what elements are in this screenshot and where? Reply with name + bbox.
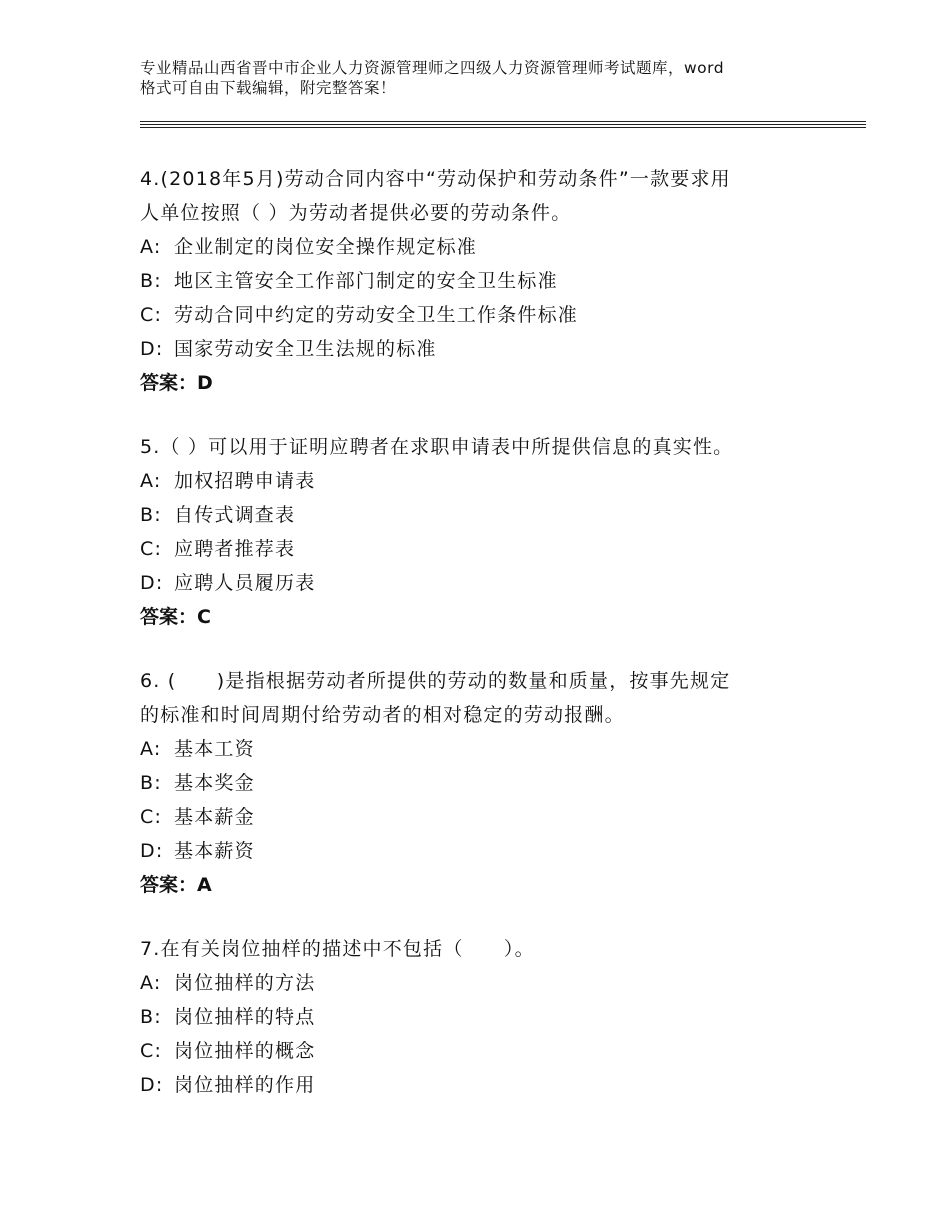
option-letter: A:: [140, 236, 162, 258]
question-text-line: 6. ( )是指根据劳动者所提供的劳动的数量和质量，按事先规定: [140, 670, 731, 692]
question-text: [140, 162, 820, 230]
option-d: [140, 566, 820, 600]
option-d: [140, 834, 820, 868]
answer-label: 答案：: [140, 874, 198, 896]
option-text: 地区主管安全工作部门制定的安全卫生标准: [174, 270, 558, 292]
option-a: [140, 966, 820, 1000]
option-b: [140, 264, 820, 298]
option-text: 应聘者推荐表: [174, 538, 296, 560]
question-text: [140, 932, 820, 966]
option-text: 基本薪金: [174, 806, 255, 828]
option-letter: B:: [140, 270, 162, 292]
option-letter: C:: [140, 538, 163, 560]
option-text: 自传式调查表: [174, 504, 296, 526]
option-letter: D:: [140, 338, 164, 360]
answer-label: 答案：: [140, 606, 198, 628]
option-text: 加权招聘申请表: [174, 470, 316, 492]
header-line-1: 专业精品山西省晋中市企业人力资源管理师之四级人力资源管理师考试题库，word: [140, 59, 725, 77]
answer-value: D: [197, 372, 213, 394]
option-text: 应聘人员履历表: [174, 572, 316, 594]
option-text: 劳动合同中约定的劳动安全卫生工作条件标准: [174, 304, 579, 326]
header-divider: [140, 127, 866, 128]
option-letter: C:: [140, 304, 163, 326]
option-a: [140, 464, 820, 498]
question-text-line: 人单位按照（ ）为劳动者提供必要的劳动条件。: [140, 202, 572, 224]
option-letter: D:: [140, 1074, 164, 1096]
question-text-line: 的标准和时间周期付给劳动者的相对稳定的劳动报酬。: [140, 704, 625, 726]
question-item: [140, 162, 820, 400]
option-a: [140, 230, 820, 264]
option-text: 岗位抽样的特点: [174, 1006, 316, 1028]
option-d: [140, 332, 820, 366]
question-item: [140, 932, 820, 1102]
answer-label: 答案：: [140, 372, 198, 394]
option-c: [140, 800, 820, 834]
option-letter: A:: [140, 470, 162, 492]
question-text: [140, 664, 820, 732]
question-item: [140, 430, 820, 634]
option-letter: C:: [140, 1040, 163, 1062]
option-c: [140, 298, 820, 332]
question-text-line: 4.(2018年5月)劳动合同内容中“劳动保护和劳动条件”一款要求用: [140, 168, 731, 190]
answer-line: [140, 366, 820, 400]
question-text-line: 7.在有关岗位抽样的描述中不包括（ ）。: [140, 938, 535, 960]
option-d: [140, 1068, 820, 1102]
option-letter: A:: [140, 972, 162, 994]
header-divider: [140, 121, 866, 122]
option-text: 国家劳动安全卫生法规的标准: [174, 338, 437, 360]
option-letter: A:: [140, 738, 162, 760]
option-letter: D:: [140, 840, 164, 862]
answer-line: [140, 600, 820, 634]
option-b: [140, 766, 820, 800]
header-line-2: 格式可自由下载编辑，附完整答案！: [140, 79, 397, 97]
answer-value: C: [197, 606, 211, 628]
option-b: [140, 1000, 820, 1034]
option-text: 岗位抽样的方法: [174, 972, 316, 994]
option-text: 岗位抽样的概念: [174, 1040, 316, 1062]
option-letter: B:: [140, 1006, 162, 1028]
header-divider: [140, 124, 866, 125]
option-text: 基本薪资: [174, 840, 255, 862]
answer-line: [140, 868, 820, 902]
option-a: [140, 732, 820, 766]
option-text: 基本工资: [174, 738, 255, 760]
answer-value: A: [197, 874, 212, 896]
question-text-line: 5.（ ）可以用于证明应聘者在求职申请表中所提供信息的真实性。: [140, 436, 734, 458]
question-list: [140, 162, 820, 1132]
option-letter: D:: [140, 572, 164, 594]
option-letter: B:: [140, 772, 162, 794]
option-text: 基本奖金: [174, 772, 255, 794]
option-letter: B:: [140, 504, 162, 526]
option-c: [140, 1034, 820, 1068]
option-c: [140, 532, 820, 566]
option-b: [140, 498, 820, 532]
question-item: [140, 664, 820, 902]
option-text: 企业制定的岗位安全操作规定标准: [174, 236, 478, 258]
document-header: [140, 58, 840, 98]
option-text: 岗位抽样的作用: [174, 1074, 316, 1096]
question-text: [140, 430, 820, 464]
option-letter: C:: [140, 806, 163, 828]
